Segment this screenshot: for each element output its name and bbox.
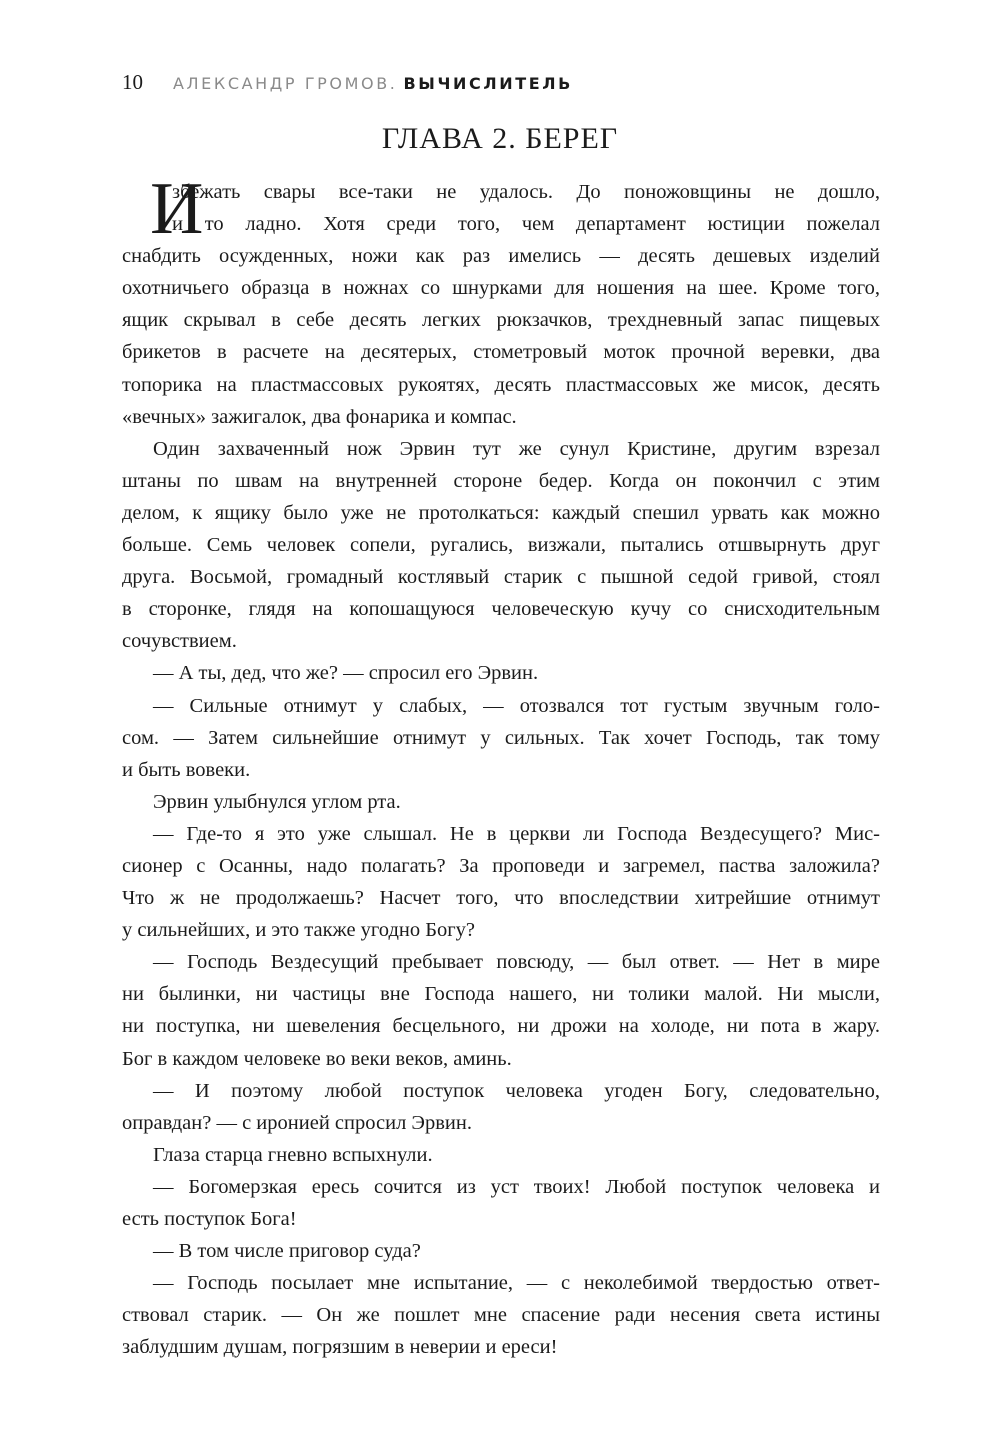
text-line: сионер с Осанны, надо полагать? За проповеди и загремел, паства заложила? [122,854,880,877]
text-line: ящик скрывал в себе десять легких рюкзачков, трехдневный запас пищевых [122,309,880,332]
text-line: топорика на пластмассовых рукоятях, десять пластмассовых же мисок, десять [122,373,880,396]
text-line: есть поступок Бога! [122,1208,297,1230]
text-line: — Господь посылает мне испытание, — с неколебимой твердостью ответ- [153,1272,880,1295]
text-line: — В том числе приговор суда? [153,1240,421,1263]
text-line: и то ладно. Хотя среди того, чем департамент юстиции пожелал [172,213,880,236]
text-line: ствовал старик. — Он же пошлет мне спасение ради несения света истины [122,1304,880,1327]
text-line: делом, к ящику было уже не протолкаться: каждый спешил урвать как можно [122,501,880,524]
text-line: Бог в каждом человеке во веки веков, аминь. [122,1047,512,1070]
text-line: — Где-то я это уже слышал. Не в церкви ли Господа Вездесущего? Мис- [153,822,880,845]
text-line: брикетов в расчете на десятерых, стометровый моток прочной веревки, два [122,341,880,364]
text-line: сочувствием. [122,630,237,653]
text-line: заблудшим душам, погрязшим в неверии и ереси! [122,1336,558,1359]
text-line: — Богомерзкая ересь сочится из уст твоих! Любой поступок человека и [153,1175,880,1198]
text-line: — И поэтому любой поступок человека угоден Богу, следовательно, [153,1079,880,1102]
text-line: и быть вовеки. [122,758,251,781]
text-line: штаны по швам на внутренней стороне бедер. Когда он покончил с этим [122,469,880,492]
book-title: ВЫЧИСЛИТЕЛЬ [403,74,573,93]
chapter-title: ГЛАВА 2. БЕРЕГ [381,122,619,155]
text-line: — Сильные отнимут у слабых, — отозвался тот густым звучным голо- [153,694,880,717]
text-line: Глаза старца гневно вспыхнули. [153,1143,433,1166]
text-line: — А ты, дед, что же? — спросил его Эрвин. [153,662,539,685]
text-line: ни былинки, ни частицы вне Господа нашего, ни толики малой. Ни мысли, [122,983,880,1006]
running-header [122,70,573,98]
text-line: друга. Восьмой, громадный костлявый старик с пышной седой гривой, стоял [122,566,880,589]
text-line: ни поступка, ни шевеления бесцельного, ни дрожи на холоде, ни пота в жару. [122,1015,880,1038]
body-text [122,168,880,1363]
text-line: збежать свары все-таки не удалось. До поножовщины не дошло, [172,181,880,203]
text-line: Что ж не продолжаешь? Насчет того, что впоследствии хитрейшие отнимут [122,887,880,910]
page-number: 10 [122,70,143,94]
text-line: оправдан? — с иронией спросил Эрвин. [122,1111,472,1134]
text-line: — Господь Вездесущий пребывает повсюду, — был ответ. — Нет в мире [153,951,880,974]
text-line: у сильнейших, и это также угодно Богу? [122,919,476,942]
author-name: АЛЕКСАНДР ГРОМОВ. [173,74,398,93]
drop-cap: И [150,168,204,250]
text-line: охотничьего образца в ножнах со шнурками для ношения на шее. Кроме того, [122,277,880,300]
text-line: Один захваченный нож Эрвин тут же сунул Кристине, другим взрезал [153,437,880,460]
text-line: в сторонке, глядя на копошащуюся человеческую кучу со снисходительным [122,598,880,621]
text-line: снабдить осужденных, ножи как раз имелись — десять дешевых изделий [122,245,880,268]
text-line: «вечных» зажигалок, два фонарика и компас. [122,405,517,428]
text-line: Эрвин улыбнулся углом рта. [153,790,401,813]
text-line: сом. — Затем сильнейшие отнимут у сильных. Так хочет Господь, так тому [122,726,880,749]
text-line: больше. Семь человек сопели, ругались, визжали, пытались отшвырнуть друг [122,534,880,557]
